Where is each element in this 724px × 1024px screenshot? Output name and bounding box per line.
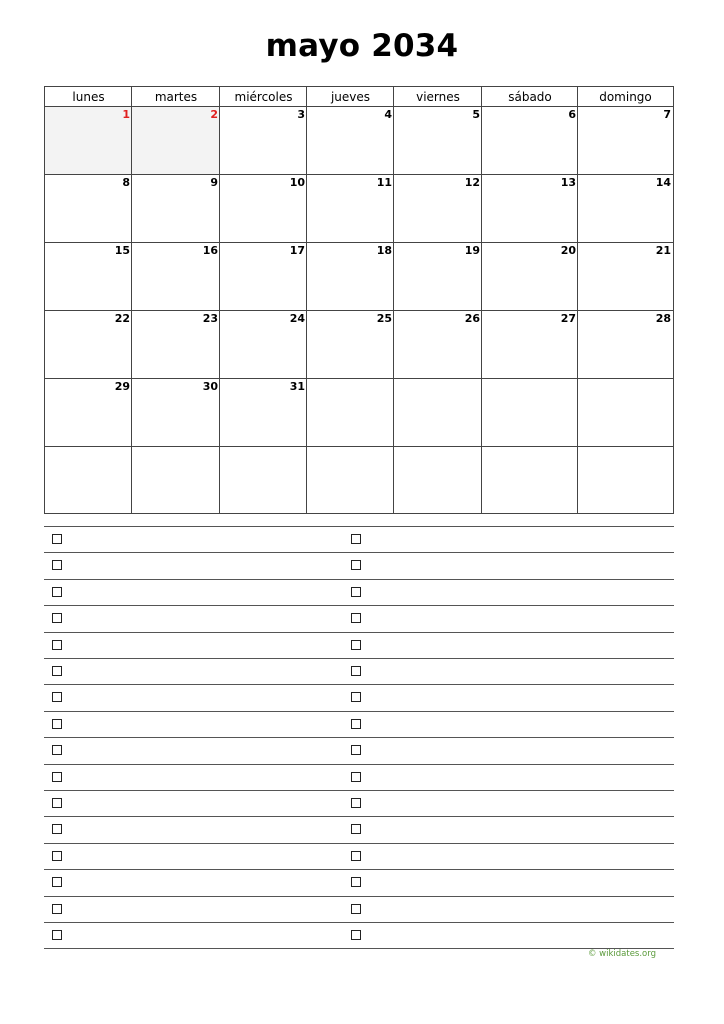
todo-line — [44, 579, 674, 580]
day-number: 20 — [560, 244, 576, 257]
todo-checkbox[interactable] — [351, 904, 361, 914]
todo-checkbox[interactable] — [351, 534, 361, 544]
todo-line — [44, 711, 674, 712]
day-cell[interactable] — [394, 379, 482, 447]
day-cell[interactable] — [482, 175, 578, 243]
todo-checkbox[interactable] — [351, 613, 361, 623]
day-number: 8 — [122, 176, 130, 189]
day-cell[interactable] — [45, 175, 132, 243]
todo-checkbox[interactable] — [52, 851, 62, 861]
todo-checkbox[interactable] — [351, 745, 361, 755]
day-number: 24 — [289, 312, 305, 325]
day-cell[interactable] — [394, 175, 482, 243]
day-number: 10 — [289, 176, 305, 189]
day-number: 12 — [464, 176, 480, 189]
day-number: 25 — [376, 312, 392, 325]
day-cell[interactable] — [482, 311, 578, 379]
todo-line — [44, 526, 674, 527]
day-number: 3 — [297, 108, 305, 121]
day-divider — [481, 87, 482, 513]
todo-checkbox[interactable] — [52, 587, 62, 597]
day-number: 22 — [114, 312, 130, 325]
todo-checkbox[interactable] — [351, 560, 361, 570]
todo-checkbox[interactable] — [52, 877, 62, 887]
week-divider — [45, 242, 673, 243]
weekday-header: martes — [154, 90, 198, 104]
day-divider — [219, 87, 220, 513]
day-cell[interactable] — [307, 379, 394, 447]
day-cell[interactable] — [394, 243, 482, 311]
day-number: 16 — [202, 244, 218, 257]
day-cell[interactable] — [220, 243, 307, 311]
weekday-header: lunes — [72, 90, 105, 104]
todo-line — [44, 632, 674, 633]
day-number: 11 — [376, 176, 392, 189]
weekday-header: viernes — [416, 90, 460, 104]
todo-checkbox[interactable] — [351, 851, 361, 861]
day-cell[interactable] — [132, 175, 220, 243]
day-cell[interactable] — [482, 379, 578, 447]
day-number: 30 — [202, 380, 218, 393]
weekday-header: sábado — [508, 90, 552, 104]
day-number: 1 — [122, 108, 130, 121]
day-cell[interactable] — [132, 311, 220, 379]
todo-line — [44, 790, 674, 791]
footer-credit: © wikidates.org — [587, 949, 656, 959]
day-cell[interactable] — [482, 243, 578, 311]
todo-checkbox[interactable] — [52, 560, 62, 570]
day-cell[interactable] — [132, 243, 220, 311]
day-cell[interactable] — [307, 311, 394, 379]
day-cell[interactable] — [220, 311, 307, 379]
day-cell[interactable] — [132, 107, 220, 175]
todo-checkbox[interactable] — [351, 877, 361, 887]
day-cell[interactable] — [578, 107, 673, 175]
day-cell[interactable] — [482, 447, 578, 515]
todo-checkbox[interactable] — [52, 692, 62, 702]
day-number: 13 — [560, 176, 576, 189]
todo-checkbox[interactable] — [52, 666, 62, 676]
todo-checkbox[interactable] — [52, 640, 62, 650]
todo-checkbox[interactable] — [351, 772, 361, 782]
day-number: 9 — [210, 176, 218, 189]
day-cell[interactable] — [220, 107, 307, 175]
todo-checkbox[interactable] — [52, 824, 62, 834]
todo-line — [44, 948, 674, 949]
day-cell[interactable] — [578, 175, 673, 243]
day-cell[interactable] — [307, 175, 394, 243]
todo-checkbox[interactable] — [52, 904, 62, 914]
week-divider — [45, 378, 673, 379]
day-cell[interactable] — [394, 107, 482, 175]
todo-checkbox[interactable] — [351, 692, 361, 702]
day-number: 6 — [568, 108, 576, 121]
day-cell[interactable] — [394, 311, 482, 379]
todo-checkbox[interactable] — [52, 772, 62, 782]
day-cell[interactable] — [45, 107, 132, 175]
day-cell[interactable] — [132, 447, 220, 515]
day-cell[interactable] — [394, 447, 482, 515]
day-cell[interactable] — [45, 379, 132, 447]
weekday-header: jueves — [330, 90, 371, 104]
day-number: 31 — [289, 380, 305, 393]
todo-checkbox[interactable] — [351, 719, 361, 729]
day-cell[interactable] — [578, 379, 673, 447]
day-number: 29 — [114, 380, 130, 393]
todo-checkbox[interactable] — [52, 930, 62, 940]
todo-line — [44, 816, 674, 817]
day-divider — [577, 87, 578, 513]
day-cell[interactable] — [578, 243, 673, 311]
todo-line — [44, 764, 674, 765]
weekday-header: miércoles — [234, 90, 293, 104]
todo-checkbox[interactable] — [52, 745, 62, 755]
day-number: 5 — [472, 108, 480, 121]
day-cell[interactable] — [45, 447, 132, 515]
todo-checkbox[interactable] — [351, 587, 361, 597]
weekday-header: domingo — [599, 90, 652, 104]
day-cell[interactable] — [578, 311, 673, 379]
day-number: 2 — [210, 108, 218, 121]
todo-checkbox[interactable] — [351, 798, 361, 808]
todo-list — [44, 526, 674, 950]
day-number: 26 — [464, 312, 480, 325]
todo-line — [44, 552, 674, 553]
day-number: 4 — [384, 108, 392, 121]
day-number: 15 — [114, 244, 130, 257]
week-divider — [45, 446, 673, 447]
calendar-grid — [44, 86, 674, 514]
day-cell[interactable] — [132, 379, 220, 447]
todo-checkbox[interactable] — [52, 613, 62, 623]
todo-checkbox[interactable] — [351, 666, 361, 676]
todo-line — [44, 922, 674, 923]
day-number: 23 — [202, 312, 218, 325]
todo-line — [44, 843, 674, 844]
day-divider — [131, 87, 132, 513]
day-number: 19 — [464, 244, 480, 257]
day-number: 18 — [376, 244, 392, 257]
todo-checkbox[interactable] — [52, 534, 62, 544]
day-divider — [306, 87, 307, 513]
day-cell[interactable] — [220, 175, 307, 243]
day-cell[interactable] — [307, 243, 394, 311]
day-cell[interactable] — [307, 107, 394, 175]
day-cell[interactable] — [482, 107, 578, 175]
day-cell[interactable] — [220, 379, 307, 447]
week-divider — [45, 310, 673, 311]
todo-checkbox[interactable] — [351, 930, 361, 940]
todo-checkbox[interactable] — [351, 824, 361, 834]
todo-checkbox[interactable] — [52, 798, 62, 808]
todo-line — [44, 605, 674, 606]
day-divider — [393, 87, 394, 513]
day-number: 21 — [655, 244, 671, 257]
day-cell[interactable] — [45, 311, 132, 379]
week-divider — [45, 174, 673, 175]
day-number: 14 — [655, 176, 671, 189]
day-cell[interactable] — [45, 243, 132, 311]
page-title: mayo 2034 — [265, 28, 459, 64]
day-number: 7 — [663, 108, 671, 121]
todo-line — [44, 658, 674, 659]
todo-line — [44, 869, 674, 870]
todo-line — [44, 896, 674, 897]
day-number: 28 — [655, 312, 671, 325]
todo-checkbox[interactable] — [351, 640, 361, 650]
todo-line — [44, 737, 674, 738]
day-cell[interactable] — [307, 447, 394, 515]
todo-line — [44, 684, 674, 685]
day-number: 17 — [289, 244, 305, 257]
day-number: 27 — [560, 312, 576, 325]
day-cell[interactable] — [578, 447, 673, 515]
todo-checkbox[interactable] — [52, 719, 62, 729]
day-cell[interactable] — [220, 447, 307, 515]
